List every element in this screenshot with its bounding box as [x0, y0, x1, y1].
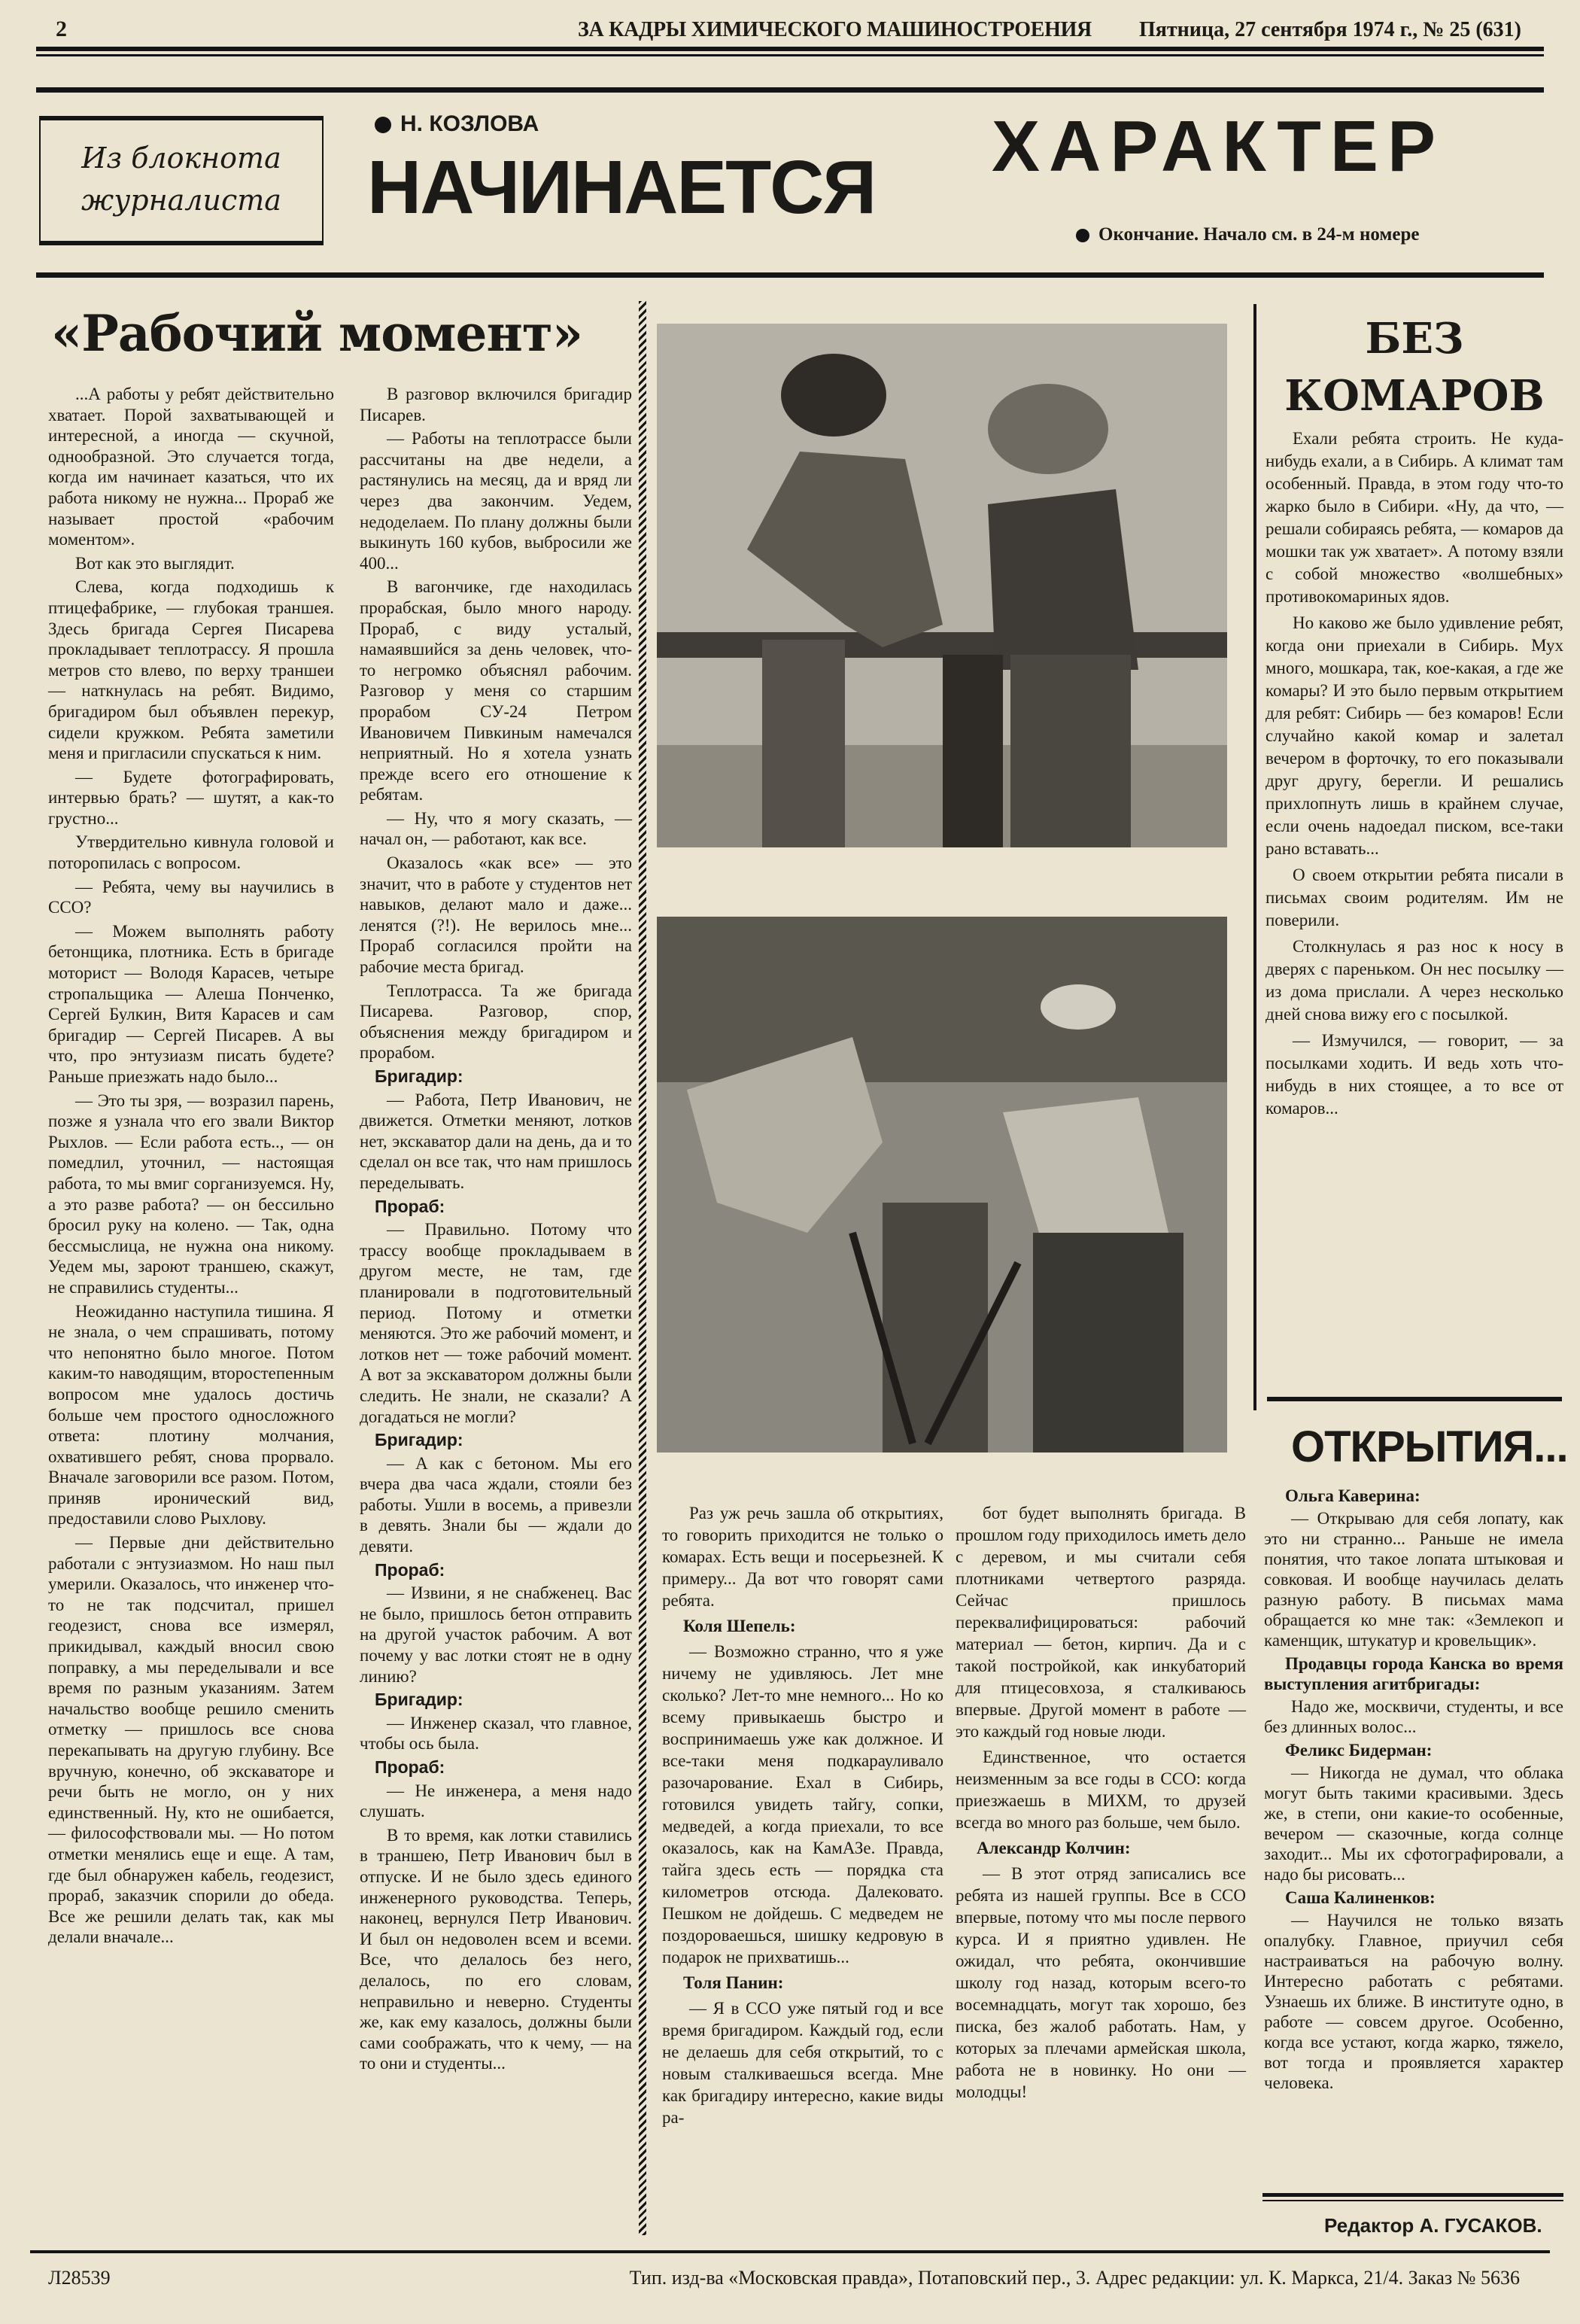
paragraph: Но каково же было удивление ребят, когда они приехали в Сибирь. Мух много, мошкара, так, кое-какая, а где же комары? И это было первым открытием для ребят: Сибирь — без комаров! Если случайно какой комар и залетал вечером в форточку, то его показывали друг другу, берегли. И решались прихлопнуть лишь в крайнем случае, если очень надоедал писком, все-таки рано вставать...: [1266, 613, 1563, 858]
paragraph: — Не инженера, а меня надо слушать.: [360, 1781, 632, 1821]
bullet-icon: [375, 117, 391, 133]
speaker-label: Продавцы города Канска во время выступления агитбригады:: [1264, 1654, 1563, 1693]
article-title: «Рабочий момент»: [51, 304, 583, 363]
paragraph: — Работа, Петр Иванович, не движется. Отметки меняют, лотков нет, экскаватор дали на день, да и то сделал он все так, что нам пришлось переделывать.: [360, 1090, 632, 1192]
paragraph: Теплотрасса. Та же бригада Писарева. Разговор, спор, объяснения между бригадиром и прорабом.: [360, 981, 632, 1063]
paragraph: Раз уж речь зашла об открытиях, то говорить приходится не только о комарах. Есть вещи и посерьезней. К примеру... Да вот что говорят сами ребята.: [662, 1504, 943, 1610]
header-rule-bottom: [36, 272, 1544, 278]
continuation-note: [1076, 224, 1420, 245]
speaker-label: Саша Калиненков:: [1285, 1888, 1436, 1907]
article-column-2: [360, 384, 632, 2077]
editor-signature: Редактор А. ГУСАКОВ.: [1324, 2214, 1542, 2237]
photo-students-digging: [657, 917, 1227, 1452]
paragraph: — Работы на теплотрассе были рассчитаны на две недели, а растянулись на месяц, да и вряд ли через два закончим. Уедем, недоделаем. По плану должны были выкинуть 160 кубов, выбросили же 400...: [360, 429, 632, 573]
issue-date: Пятница, 27 сентября 1974 г., № 25 (631): [1138, 18, 1521, 41]
headline-part-1: НАЧИНАЕТСЯ: [367, 145, 876, 230]
paragraph: — А как с бетоном. Мы его вчера два часа ждали, стояли без работы. Ушли в восемь, а привезли в девять. Знали бы — ждали до девяти.: [360, 1453, 632, 1556]
speaker-label: Коля Шепель:: [683, 1617, 796, 1635]
photo-students-carpentry: [657, 324, 1227, 847]
masthead-rule-thick: [36, 47, 1544, 51]
paragraph: Ехали ребята строить. Не куда-нибудь ехали, а в Сибирь. А климат там особенный. Правда, в этом году что-то жарко было в Сибири. «Ну, да что, — решали собираясь ребята, — комаров да мошки так уж хватает». А потому взяли с собой множество «волшебных» противокомариных ядов.: [1266, 429, 1563, 606]
paragraph: — Можем выполнять работу бетонщика, плотника. Есть в бригаде моторист — Володя Карасев, четыре стропальщика — Алеша Понченко, Сергей Булкин, Витя Карасев и сам бригадир — Сергей Писарев. А вы что, про энтузиазм писать будете? Раньше приезжать надо было...: [48, 921, 334, 1086]
footer-rule: [30, 2250, 1550, 2253]
paragraph: Оказалось «как все» — это значит, что в работе у студентов нет навыков, делают мало и даже... ленятся (?!). Не верилось мне... Прораб согласился пройти на рабочие места бригад.: [360, 853, 632, 977]
bullet-icon: [1076, 229, 1089, 242]
rubric-line-2: журналиста: [81, 184, 281, 217]
header-rule-top: [36, 87, 1544, 93]
speaker-label: Бригадир:: [375, 1690, 463, 1710]
right-column-rule: [1253, 304, 1256, 1410]
paragraph: Утвердительно кивнула головой и поторопилась с вопросом.: [48, 832, 334, 873]
paragraph: Единственное, что остается неизменным за все годы в ССО: когда приезжаешь в МИХМ, то друзей всегда во много раз больше, чем было.: [956, 1748, 1246, 1832]
author-name: Н. КОЗЛОВА: [400, 111, 539, 136]
paragraph: В то время, как лотки ставились в траншею, Петр Иванович был в отпуске. И не было здесь единого инженерного руководства. Теперь, наконец, вернулся Петр Иванович. И был он недоволен всем и всеми. Все, что делалось без него, делалось, по его словам, неправильно и неверно. Студенты же, как ему казалось, должны были сами соображать, что к чему, — на то они и студенты...: [360, 1825, 632, 2073]
paragraph: ...А работы у ребят действительно хватает. Порой захватывающей и интересной, а иногда — скучной, однообразной. Это случается тогда, когда им начинает казаться, что их работа никому не нужна... Прораб же называет простой «рабочим моментом».: [48, 385, 334, 549]
discoveries-column-1: [662, 1502, 943, 2132]
article-column-1: [48, 384, 334, 1951]
footer-imprint: Тип. изд-ва «Московская правда», Потаповский пер., 3. Адрес редакции: ул. К. Маркса, 21/4. Заказ № 5636: [629, 2267, 1520, 2289]
paragraph: — Правильно. Потому что трассу вообще прокладываем в другом месте, не там, где планировали в подготовительный период. Потому и отметки меняются. Это же рабочий момент, и лотков нет — тоже рабочий момент. А вот за экскаватором должны были следить. Не знали, не сказали? А догадаться не могли?: [360, 1220, 632, 1426]
discoveries-quotes: [1264, 1483, 1563, 2095]
speaker-label: Бригадир:: [375, 1430, 463, 1450]
footer-code: Л28539: [48, 2267, 111, 2289]
masthead: [30, 14, 1550, 44]
sidebar-title-line-2: КОМАРОВ: [1284, 371, 1545, 421]
rubric-line-1: Из блокнота: [81, 141, 281, 175]
speaker-label: Толя Панин:: [683, 1973, 784, 1992]
paragraph: Столкнулась я раз нос к носу в дверях с пареньком. Он нес посылку — из дома прислали. А через несколько дней снова вижу его с посылкой.: [1266, 937, 1563, 1024]
paragraph: Надо же, москвичи, студенты, и все без длинных волос...: [1264, 1697, 1563, 1736]
speaker-label: Александр Колчин:: [977, 1839, 1131, 1857]
paragraph: — Ну, что я могу сказать, — начал он, — работают, как все.: [360, 808, 632, 849]
speaker-label: Прораб:: [375, 1559, 445, 1580]
speaker-label: Прораб:: [375, 1757, 445, 1777]
sidebar-title: [1264, 310, 1565, 424]
editor-rule-thick: [1262, 2193, 1563, 2197]
paragraph: — Открываю для себя лопату, как это ни странно... Раньше не имела понятия, что такое лопата штыковая и совковая. И вообще научилась делать разную работу. В письмах мама обращается ко мне так: «Землекоп и каменщик, штукатур и кровельщик».: [1264, 1509, 1563, 1650]
speaker-label: Ольга Каверина:: [1285, 1486, 1420, 1505]
paragraph: — Первые дни действительно работали с энтузиазмом. Но наш пыл умерили. Оказалось, что инженер что-то не так подсчитал, пришел геодезист, снова все измерял, прикидывал, каждый вносил свою поправку, а мы переделывали и все время по разным указаниям. Затем начальство вообще решило сменить отметку — пришлось все снова перекапывать на другую глубину. Все вручную, конечно, об экскаваторе и речи быть не могло, он у них единственный. Ну, кто не ошибается, — философствовали мы. — Но потом отметки менялись еще и еще. А там, где был обнаружен кабель, геодезист, прораб, заказчик спорили до обеда. Все же решили делать так, как мы делали вначале...: [48, 1533, 334, 1947]
sidebar-title-line-1: БЕЗ: [1365, 314, 1464, 364]
editor-rule-thin: [1262, 2200, 1563, 2201]
paragraph: Вот как это выглядит.: [75, 553, 235, 573]
newspaper-title: ЗА КАДРЫ ХИМИЧЕСКОГО МАШИНОСТРОЕНИЯ: [578, 18, 1092, 41]
paragraph: Неожиданно наступила тишина. Я не знала, о чем спрашивать, потому что непонятно было многое. Потом каким-то наводящим, второстепенным вопросом мне удалось достичь больше чем простого односложного ответа: плотину молчания, охватившего ребят, снова прорвало. Вначале заговорили все разом. Потом, приняв иронический вид, предоставили слово Рыхлову.: [48, 1301, 334, 1529]
paragraph: — Будете фотографировать, интервью брать? — шутят, а как-то грустно...: [48, 767, 334, 828]
paragraph: — Я в ССО уже пятый год и все время бригадиром. Каждый год, если не делаешь для себя открытий, то с новым сталкиваешься всегда. Мне как бригадиру интересно, какие виды ра-: [662, 1999, 943, 2127]
sidebar-body: [1266, 427, 1563, 1124]
paragraph: О своем открытии ребята писали в письмах своим родителям. Им не поверили.: [1266, 865, 1563, 929]
discoveries-column-2: [956, 1502, 1246, 2107]
masthead-rule-thin: [36, 54, 1544, 56]
sidebar-rule-bottom: [1267, 1397, 1562, 1401]
paragraph: — Научился не только вязать опалубку. Главное, приучил себя настраиваться на рабочую волну. Интересно работать с ребятами. Узнаешь их ближе. В институте одно, в работе — совсем другое. Особенно, когда все устают, когда жарко, тяжело, вот тогда и проявляется характер человека.: [1264, 1911, 1563, 2092]
speaker-label: Бригадир:: [375, 1066, 463, 1086]
page-number: 2: [56, 17, 67, 41]
paragraph: — Ребята, чему вы научились в ССО?: [48, 877, 334, 917]
paragraph: — Измучился, — говорит, — за посылками ходить. И ведь хоть что-нибудь в них стоящее, а то все от комаров...: [1266, 1031, 1563, 1118]
paragraph: — Никогда не думал, что облака могут быть такими красивыми. Здесь же, в степи, они какие-то особенные, вечером — сказочные, когда солнце заходит... Мы их сфотографировали, а надо бы рисовать...: [1264, 1763, 1563, 1884]
speaker-label: Прораб:: [375, 1196, 445, 1216]
paragraph: Слева, когда подходишь к птицефабрике, — глубокая траншея. Здесь бригада Сергея Писарева прокладывает теплотрассу. Я прошла метров сто влево, по верху траншеи — наткнулась на ребят. Видимо, бригадиром был объявлен перекур, сидели кружком. Ребята заметили меня и пригласили спускаться к ним.: [48, 577, 334, 763]
paragraph: бот будет выполнять бригада. В прошлом году приходилось иметь дело с деревом, и мы считали себя плотниками четвертого разряда. Сейчас пришлось переквалифицироваться: рабочий материал — бетон, кирпич. Да и с такой постройкой, как инкубаторий для птицесовхоза, я сталкиваюсь впервые. Другой момент в работе — это каждый год новые люди.: [956, 1504, 1246, 1741]
continuation-text: Окончание. Начало см. в 24-м номере: [1098, 224, 1420, 245]
paragraph: — Это ты зря, — возразил парень, позже я узнала что его звали Виктор Рыхлов. — Если работа есть.., — он помедлил, уточнил, — настоящая работа, то мы вмиг сорганизуемся. Ну, а это разве работа? — он бессильно бросил руку на колено. — Так, одна бессмыслица, не нужна она никому. Уедем мы, зароют траншею, скажут, не справились студенты...: [48, 1091, 334, 1297]
column-divider-hatched: [639, 301, 646, 2235]
paragraph: — Инженер сказал, что главное, чтобы ось была.: [360, 1713, 632, 1754]
paragraph: — Извини, я не снабженец. Вас не было, пришлось бетон отправить на другой участок рабочим. А вот почему у вас лотки стоят не в одну линию?: [360, 1583, 632, 1686]
paragraph: — Возможно странно, что я уже ничему не удивляюсь. Лет мне сколько? Лет-то мне немного... Но ко всему привыкаешь быстро и воспринимаешь уже как должное. И все-таки меня подкарауливало разочарование. Ехал в Сибирь, готовился увидеть тайгу, сопки, медведей, а когда приехали, то все оказалось, как на КамАЗе. Правда, тайга здесь есть — порядка ста километров отсюда. Далековато. Пешком не дойдешь. С медведем не поздороваешься, шишку кедровую в подарок не прихватишь...: [662, 1642, 943, 1967]
speaker-label: Феликс Бидерман:: [1285, 1741, 1433, 1760]
author-byline: [375, 111, 539, 137]
paragraph: В разговор включился бригадир Писарев.: [360, 385, 632, 424]
paragraph: В вагончике, где находилась прорабская, было много народу. Прораб, с виду усталый, намаявшийся за день человек, что-то негромко объяснял рабочим. Разговор у меня со старшим прорабом СУ-24 Петром Ивановичем Пивкиным намечался неприятный. Но я хотела узнать прежде всего его отношение к ребятам.: [360, 577, 632, 805]
rubric-box: [39, 116, 324, 245]
headline-part-2: ХАРАКТЕР: [992, 106, 1445, 187]
paragraph: — В этот отряд записались все ребята из нашей группы. Все в ССО впервые, потому что мы после первого курса. И я приятно удивлен. Не ожидал, что ребята, окончившие школу год назад, которым всего-то восемнадцать, могут так хорошо, без писка, без жалоб работать. Нам, у которых за плечами армейская школа, работа не в новинку. Но они — молодцы!: [956, 1864, 1246, 2101]
discoveries-title: ОТКРЫТИЯ...: [1291, 1422, 1568, 1471]
